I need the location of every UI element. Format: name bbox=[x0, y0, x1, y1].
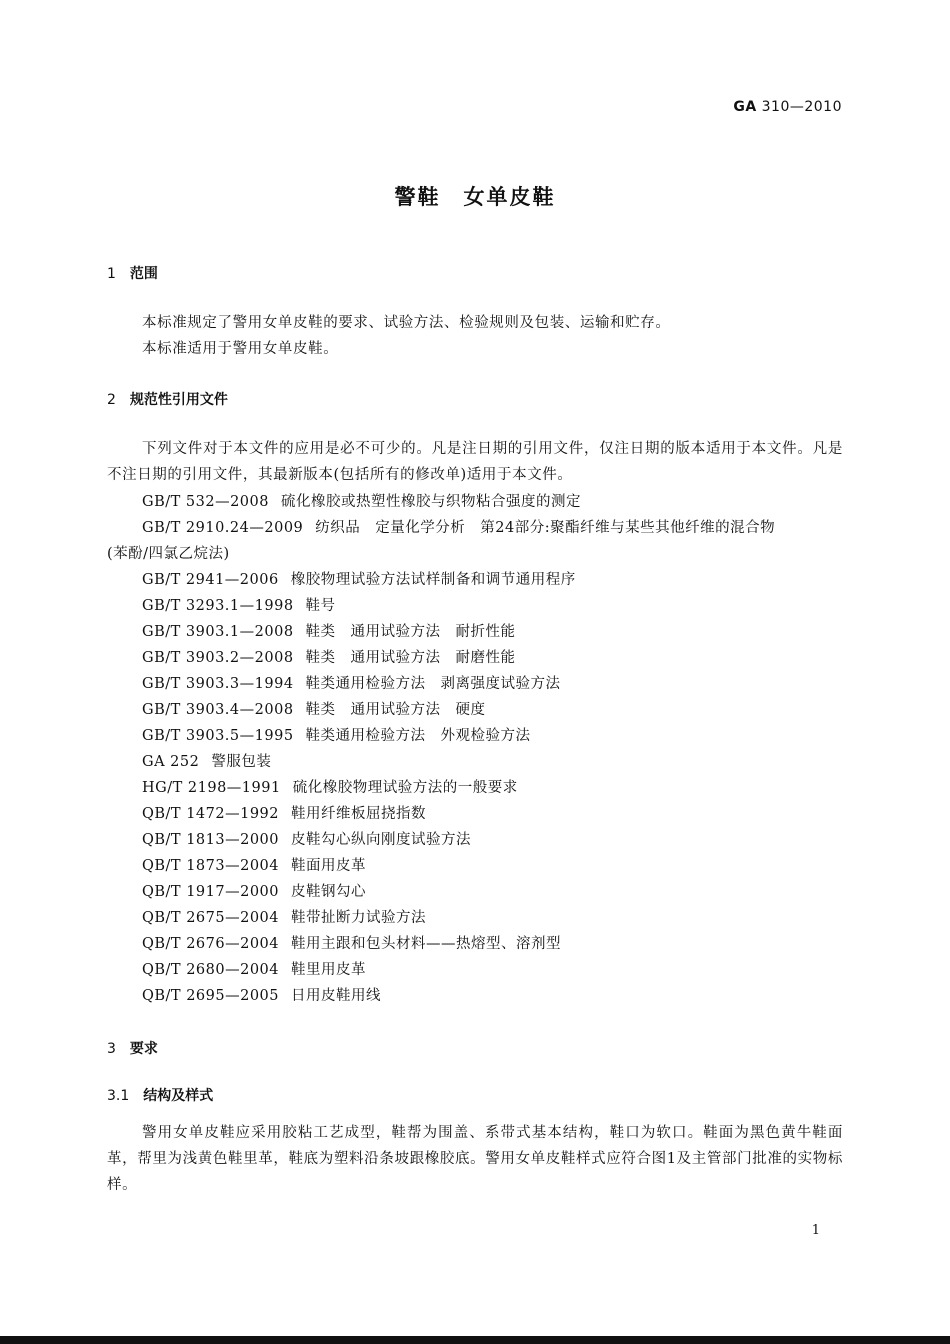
reference-item: GB/T 3293.1—1998 鞋号 bbox=[142, 598, 336, 614]
page-bottom-border bbox=[0, 1336, 950, 1344]
section-3-heading: 3 要求 bbox=[107, 1041, 158, 1057]
reference-item: GB/T 2941—2006 橡胶物理试验方法试样制备和调节通用程序 bbox=[142, 572, 576, 588]
section-1-paragraph-2: 本标准适用于警用女单皮鞋。 bbox=[142, 341, 339, 357]
reference-item: QB/T 1813—2000 皮鞋勾心纵向刚度试验方法 bbox=[142, 832, 472, 848]
reference-item: GB/T 3903.2—2008 鞋类 通用试验方法 耐磨性能 bbox=[142, 650, 516, 666]
reference-item: GB/T 2910.24—2009 纺织品 定量化学分析 第24部分:聚酯纤维与某些其他纤维的混合物 bbox=[142, 520, 776, 536]
reference-item: GB/T 3903.3—1994 鞋类通用检验方法 剥离强度试验方法 bbox=[142, 676, 561, 692]
reference-item: QB/T 2676—2004 鞋用主跟和包头材料——热熔型、溶剂型 bbox=[142, 936, 562, 952]
document-title: 警鞋 女单皮鞋 bbox=[394, 185, 556, 209]
reference-item: GA 252 警服包装 bbox=[142, 754, 272, 770]
reference-item-continuation: (苯酚/四氯乙烷法) bbox=[107, 546, 230, 562]
section-1-heading: 1 范围 bbox=[107, 266, 158, 282]
reference-item: GB/T 3903.5—1995 鞋类通用检验方法 外观检验方法 bbox=[142, 728, 531, 744]
reference-item: QB/T 2680—2004 鞋里用皮革 bbox=[142, 962, 367, 978]
reference-item: QB/T 1873—2004 鞋面用皮革 bbox=[142, 858, 367, 874]
reference-item: QB/T 2695—2005 日用皮鞋用线 bbox=[142, 988, 382, 1004]
reference-item: HG/T 2198—1991 硫化橡胶物理试验方法的一般要求 bbox=[142, 780, 518, 796]
reference-item: QB/T 2675—2004 鞋带扯断力试验方法 bbox=[142, 910, 427, 926]
reference-item: QB/T 1472—1992 鞋用纤维板屈挠指数 bbox=[142, 806, 427, 822]
section-2-heading: 2 规范性引用文件 bbox=[107, 392, 228, 408]
reference-item: GB/T 3903.4—2008 鞋类 通用试验方法 硬度 bbox=[142, 702, 486, 718]
section-1-paragraph-1: 本标准规定了警用女单皮鞋的要求、试验方法、检验规则及包装、运输和贮存。 bbox=[142, 315, 671, 331]
reference-item: GB/T 532—2008 硫化橡胶或热塑性橡胶与织物粘合强度的测定 bbox=[142, 494, 581, 510]
section-3-1-paragraph: 警用女单皮鞋应采用胶粘工艺成型，鞋帮为围盖、系带式基本结构，鞋口为软口。鞋面为黑色黄牛鞋面革，帮里为浅黄色鞋里革，鞋底为塑料沿条坡跟橡胶底。警用女单皮鞋样式应符合图1及主管部门批准的实物标样。 bbox=[107, 1125, 843, 1193]
page-number: 1 bbox=[811, 1223, 820, 1238]
standard-code: GA 310—2010 bbox=[733, 99, 842, 115]
section-2-intro: 下列文件对于本文件的应用是必不可少的。凡是注日期的引用文件，仅注日期的版本适用于本文件。凡是不注日期的引用文件，其最新版本(包括所有的修改单)适用于本文件。 bbox=[107, 441, 843, 483]
section-3-1-heading: 3.1 结构及样式 bbox=[107, 1088, 214, 1104]
reference-item: QB/T 1917—2000 皮鞋钢勾心 bbox=[142, 884, 367, 900]
reference-item: GB/T 3903.1—2008 鞋类 通用试验方法 耐折性能 bbox=[142, 624, 516, 640]
